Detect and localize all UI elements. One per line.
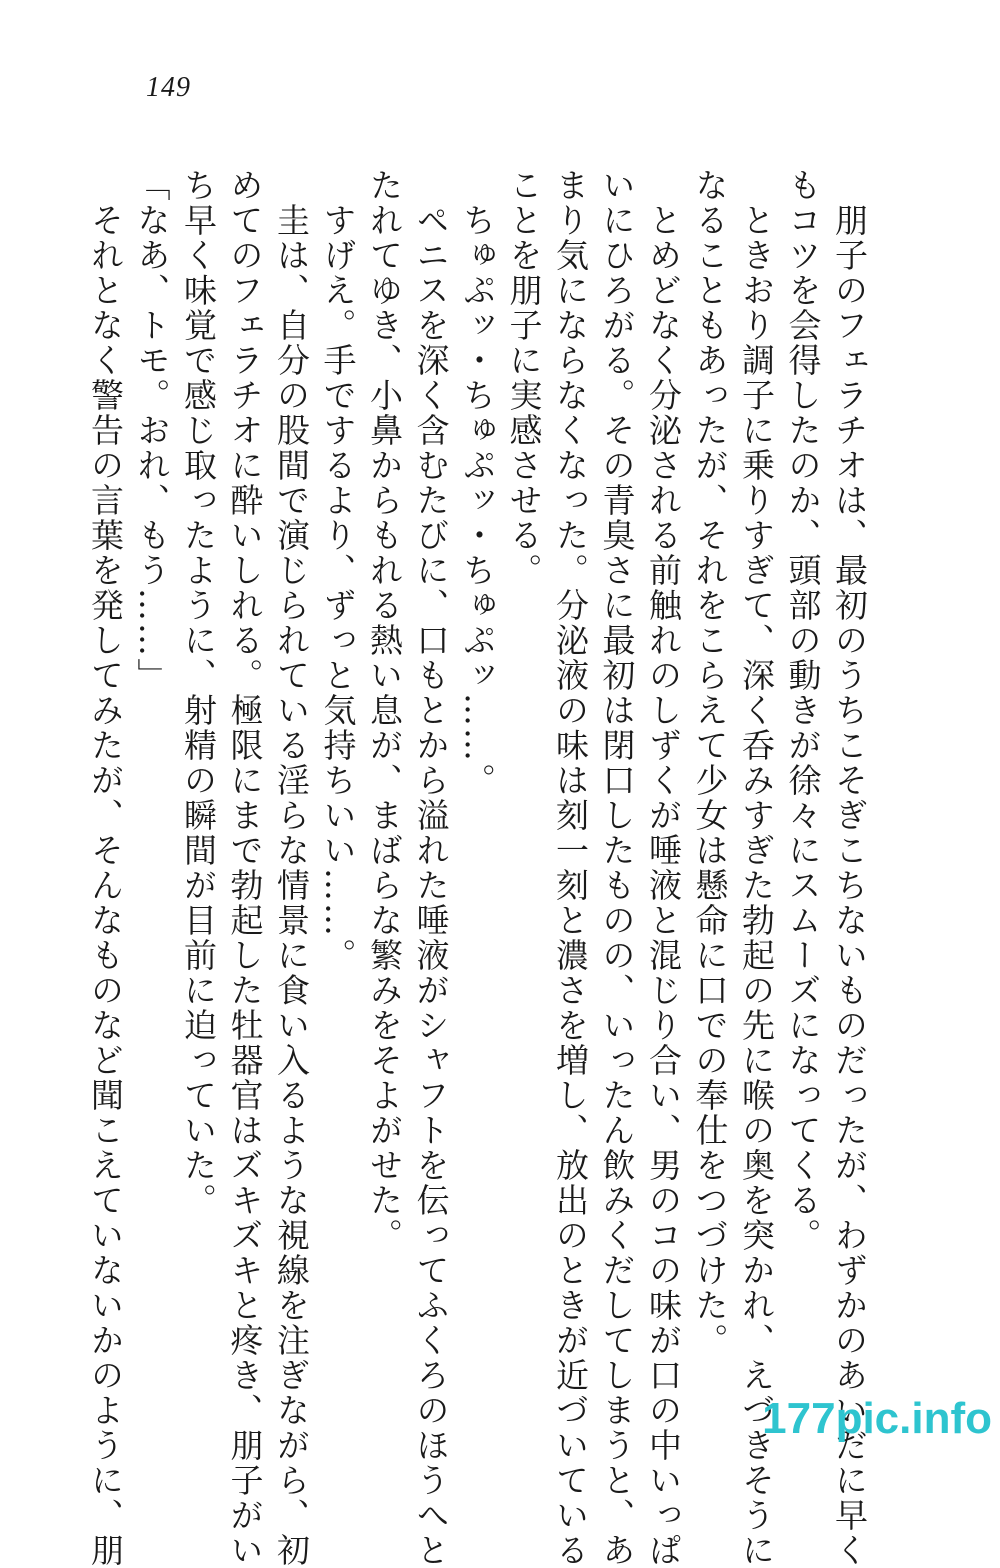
text-line: ち早く味覚で感じ取ったように、射精の瞬間が目前に迫っていた。 [179,168,218,1218]
text-line: たれてゆき、小鼻からもれる熱い息が、まばらな繁みをそよがせた。 [365,168,404,1253]
text-line: 「なあ、トモ。おれ、もう……」 [132,168,172,693]
body-text [82,168,873,1568]
text-line: まり気にならなくなった。分泌液の味は刻一刻と濃さを増し、放出のときが近づいている [551,168,590,1568]
text-line: 朋子のフェラチオは、最初のうちこそぎこちないものだったが、わずかのあいだに早く [830,168,869,1568]
text-line: とめどなく分泌される前触れのしずくが唾液と混じり合い、男のコの味が口の中いっぱ [644,168,683,1568]
text-line: ことを朋子に実感させる。 [504,168,544,588]
watermark: 177pic.info [762,1394,992,1443]
text-line: すげえ。手でするより、ずっと気持ちいい……。 [318,168,358,973]
text-line: それとなく警告の言葉を発してみたが、そんなものなど聞こえていないかのように、朋 [86,168,125,1568]
text-line: めてのフェラチオに酔いしれる。極限にまで勃起した牡器官はズキズキと疼き、朋子がい [225,168,265,1568]
text-line: いにひろがる。その青臭さに最初は閉口したものの、いったん飲みくだしてしまうと、あ [597,168,637,1568]
text-line: もコツを会得したのか、頭部の動きが徐々にスムーズになってくる。 [783,168,823,1253]
text-line: なることもあったが、それをこらえて少女は懸命に口での奉仕をつづけた。 [690,168,730,1358]
text-line: 圭は、自分の股間で演じられている淫らな情景に食い入るような視線を注ぎながら、初 [272,168,311,1568]
page-number: 149 [146,72,191,103]
text-line: ペニスを深く含むたびに、口もとから溢れた唾液がシャフトを伝ってふくろのほうへと [411,168,451,1568]
text-line: ちゅぷッ・ちゅぷッ・ちゅぷッ……。 [458,168,497,798]
text-line: ときおり調子に乗りすぎて、深く呑みすぎた勃起の先に喉の奥を突かれ、えづきそうに [737,168,776,1568]
